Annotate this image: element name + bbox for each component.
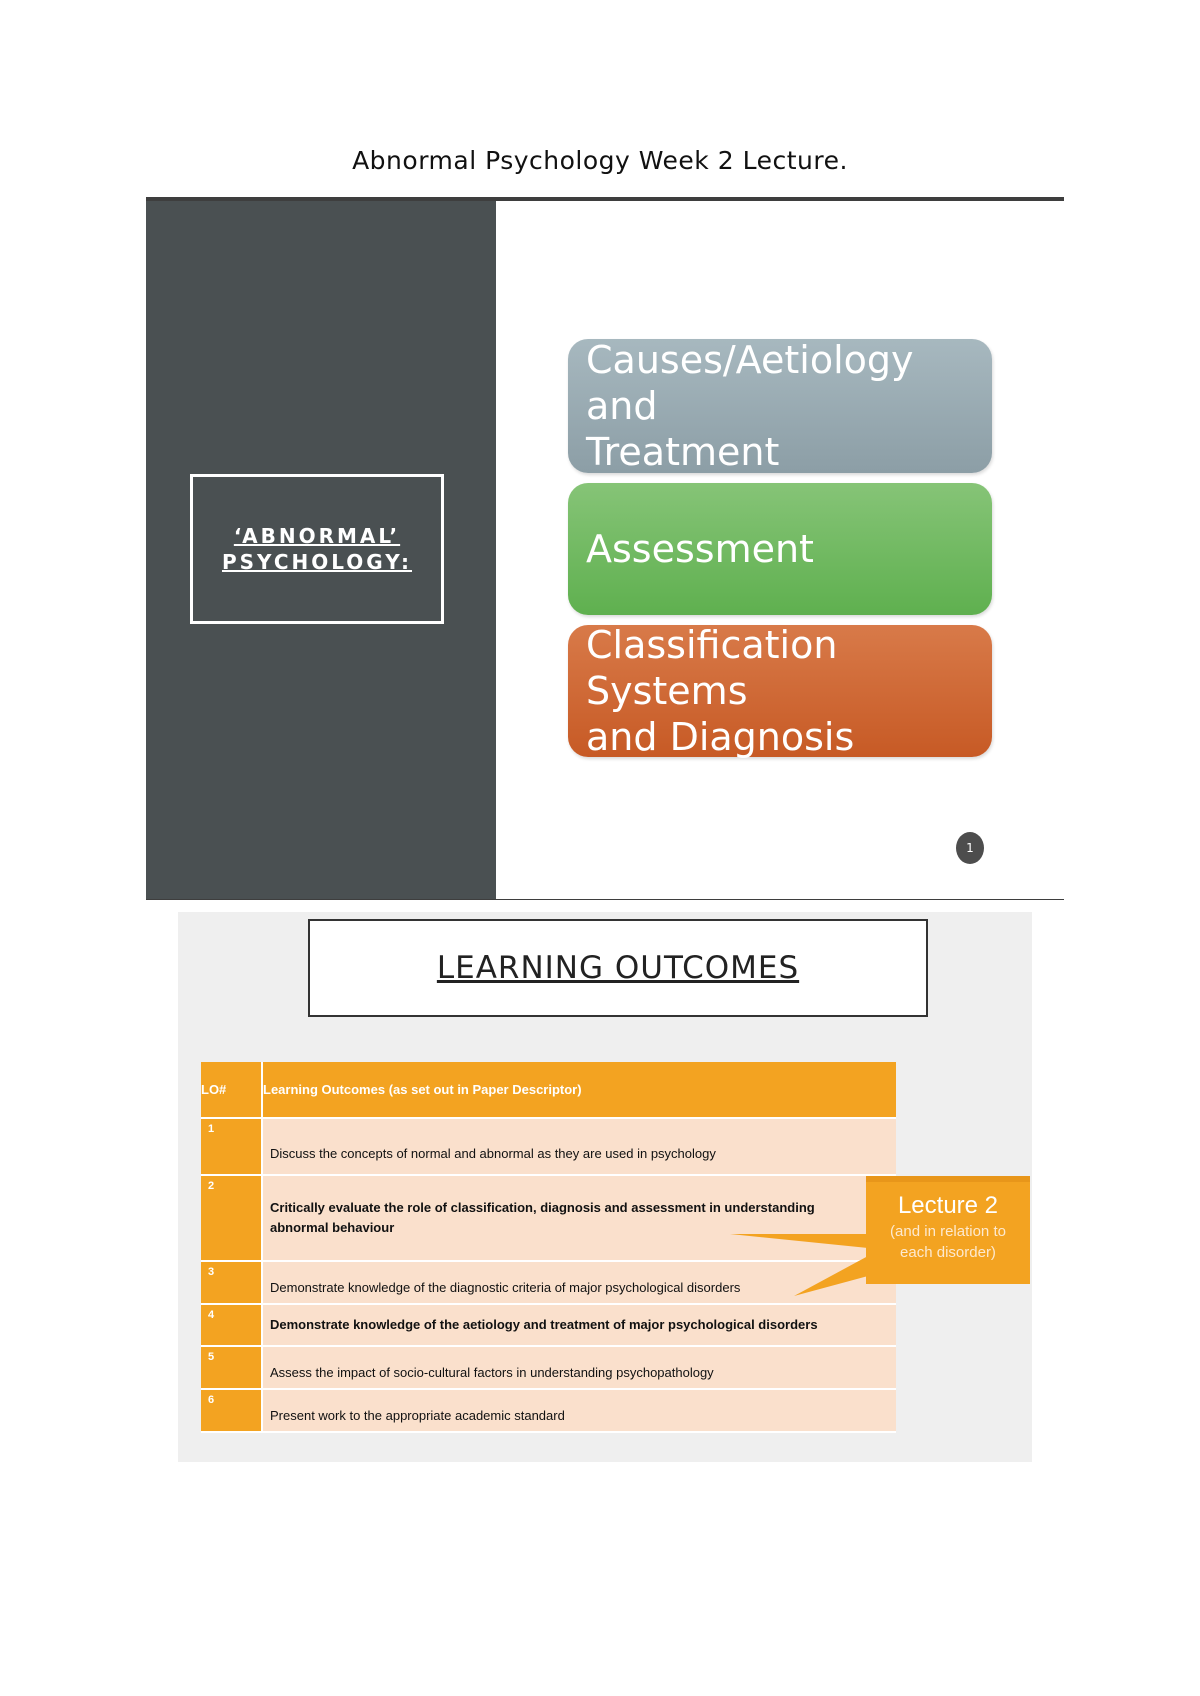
callout-title: Lecture 2	[897, 1192, 999, 1219]
table-header-lo: LO#	[201, 1062, 262, 1118]
table-cell-text: Demonstrate knowledge of the diagnostic criteria of major psychological disorders	[262, 1261, 896, 1304]
table-cell-num: 6	[201, 1389, 262, 1432]
assessment-box-label: Assessment	[586, 527, 814, 571]
slide-title-line-1: ‘ABNORMAL’	[233, 524, 401, 548]
table-cell-num: 3	[201, 1261, 262, 1304]
classification-box-line-2: and Diagnosis	[586, 715, 855, 759]
callout-top-stripe	[866, 1176, 1030, 1182]
callout-subtitle-2: each disorder)	[900, 1244, 996, 1261]
classification-box-line-1: Classification Systems	[586, 623, 838, 713]
table-cell-text: Discuss the concepts of normal and abnormal as they are used in psychology	[262, 1118, 896, 1175]
slide-title-box	[190, 474, 444, 624]
table-cell-num: 4	[201, 1304, 262, 1346]
callout-pointer-lower	[794, 1256, 868, 1296]
table-cell-text: Assess the impact of socio-cultural factors in understanding psychopathology	[262, 1346, 896, 1389]
callout-subtitle-1: (and in relation to	[890, 1223, 1006, 1240]
table-cell-num: 5	[201, 1346, 262, 1389]
document-title: Abnormal Psychology Week 2 Lecture.	[352, 146, 848, 175]
table-cell-text: Demonstrate knowledge of the aetiology and treatment of major psychological disorders	[262, 1304, 896, 1346]
slide-abnormal-psychology	[146, 197, 1064, 900]
classification-diagnosis-box	[568, 625, 992, 757]
slide-page-number: 1	[956, 832, 984, 864]
table-cell-num: 2	[201, 1175, 262, 1261]
table-cell-text: Present work to the appropriate academic standard	[262, 1389, 896, 1432]
callout-pointer-upper	[730, 1234, 868, 1248]
lecture-2-callout-shape	[178, 912, 1032, 1462]
learning-outcomes-heading: LEARNING OUTCOMES	[436, 950, 800, 986]
causes-treatment-box	[568, 339, 992, 473]
table-cell-num: 1	[201, 1118, 262, 1175]
lecture-2-callout	[866, 1191, 1030, 1263]
assessment-box	[568, 483, 992, 615]
slide-left-panel	[146, 201, 496, 899]
slide-learning-outcomes	[178, 912, 1032, 1462]
slide-title-line-2: PSYCHOLOGY:	[221, 550, 412, 574]
table-cell-text-value: Critically evaluate the role of classification, diagnosis and assessment in understanding abnormal behaviour	[270, 1200, 815, 1235]
causes-box-line-2: Treatment	[586, 430, 780, 474]
table-header-outcomes: Learning Outcomes (as set out in Paper Descriptor)	[262, 1062, 896, 1118]
causes-box-line-1: Causes/Aetiology and	[586, 338, 914, 428]
